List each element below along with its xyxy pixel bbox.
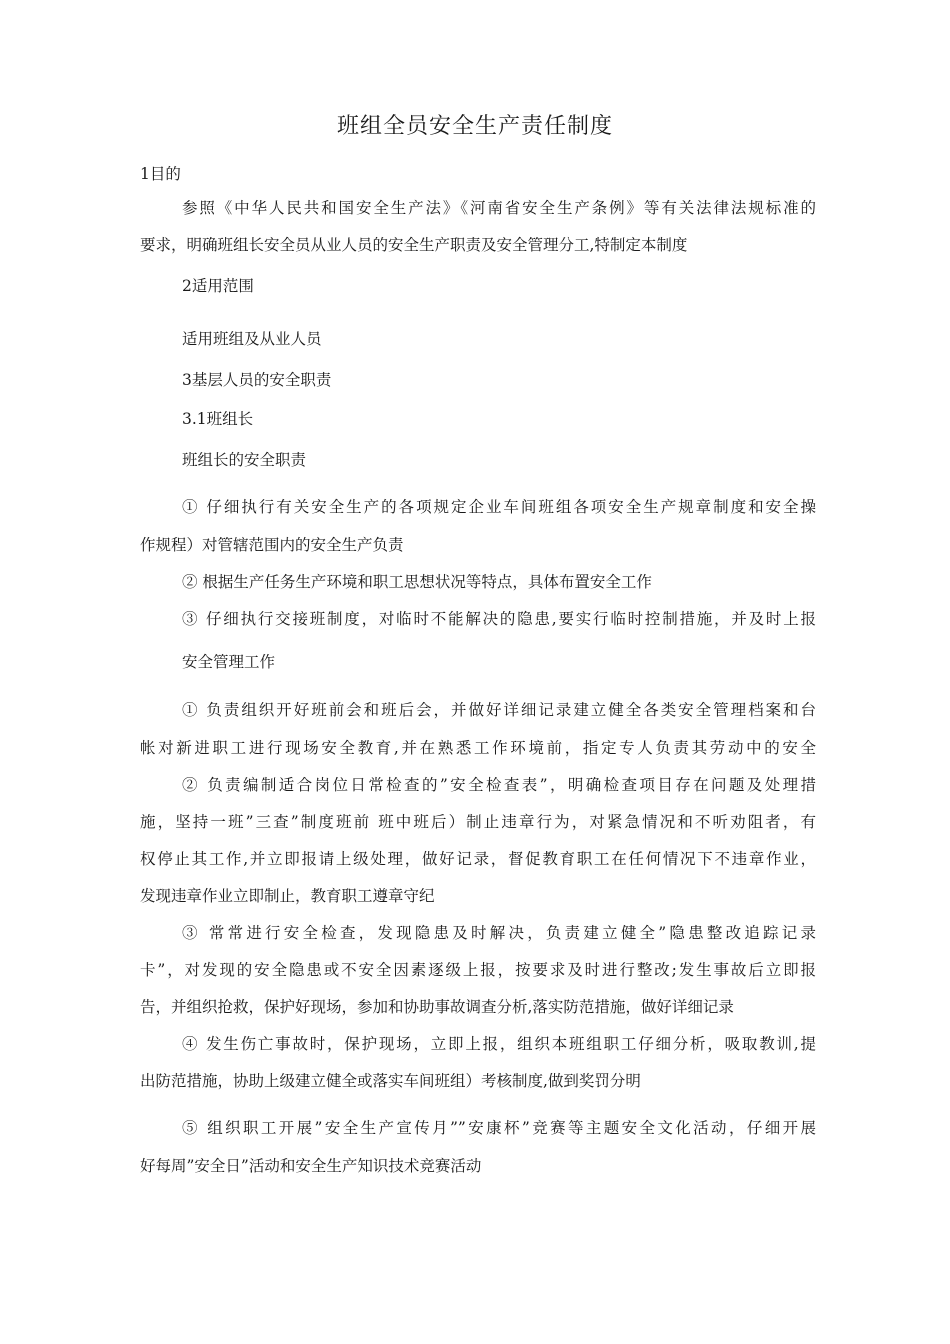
list-item: ② 根据生产任务生产环境和职工思想状况等特点，具体布置安全工作 bbox=[182, 573, 652, 591]
subheading-safety-management: 安全管理工作 bbox=[182, 653, 276, 671]
paragraph-line: 适用班组及从业人员 bbox=[182, 330, 322, 348]
subheading-team-leader-duties: 班组长的安全职责 bbox=[182, 451, 307, 469]
paragraph-line: 告，并组织抢救，保护好现场，参加和协助事故调查分析,落实防范措施，做好详细记录 bbox=[140, 998, 734, 1016]
paragraph-line: 作规程）对管辖范围内的安全生产负责 bbox=[140, 536, 404, 554]
paragraph-line: 权停止其工作,并立即报请上级处理，做好记录，督促教育职工在任何情况下不违章作业， bbox=[140, 850, 816, 868]
subsection-heading-team-leader: 3.1班组长 bbox=[182, 410, 254, 428]
list-item: ③ 常常进行安全检查，发现隐患及时解决，负责建立健全”隐患整改追踪记录 bbox=[182, 924, 816, 942]
paragraph-line: 要求，明确班组长安全员从业人员的安全生产职责及安全管理分工,特制定本制度 bbox=[140, 236, 688, 254]
paragraph-line: 发现违章作业立即制止，教育职工遵章守纪 bbox=[140, 887, 435, 905]
paragraph-line: 帐对新进职工进行现场安全教育,并在熟悉工作环境前，指定专人负责其劳动中的安全 bbox=[140, 739, 816, 757]
list-item: ② 负责编制适合岗位日常检查的”安全检查表”，明确检查项目存在问题及处理措 bbox=[182, 776, 816, 794]
document-title: 班组全员安全生产责任制度 bbox=[336, 114, 613, 139]
list-item: ③ 仔细执行交接班制度，对临时不能解决的隐患,要实行临时控制措施，并及时上报 bbox=[182, 610, 816, 628]
section-heading-scope: 2适用范围 bbox=[182, 277, 254, 295]
section-heading-duties: 3基层人员的安全职责 bbox=[182, 371, 332, 389]
list-item: ① 负责组织开好班前会和班后会，并做好详细记录建立健全各类安全管理档案和台 bbox=[182, 701, 816, 719]
paragraph-line: 好每周”安全日”活动和安全生产知识技术竞赛活动 bbox=[140, 1157, 482, 1175]
list-item: ⑤ 组织职工开展”安全生产宣传月””安康杯”竞赛等主题安全文化活动，仔细开展 bbox=[182, 1119, 816, 1137]
list-item: ① 仔细执行有关安全生产的各项规定企业车间班组各项安全生产规章制度和安全操 bbox=[182, 498, 816, 516]
list-item: ④ 发生伤亡事故时，保护现场，立即上报，组织本班组职工仔细分析，吸取教训,提 bbox=[182, 1035, 816, 1053]
paragraph-line: 卡”，对发现的安全隐患或不安全因素逐级上报，按要求及时进行整改;发生事故后立即报 bbox=[140, 961, 816, 979]
paragraph-line: 参照《中华人民共和国安全生产法》《河南省安全生产条例》等有关法律法规标准的 bbox=[182, 199, 816, 217]
section-heading-purpose: 1目的 bbox=[140, 165, 181, 183]
paragraph-line: 出防范措施，协助上级建立健全或落实车间班组）考核制度,做到奖罚分明 bbox=[140, 1072, 641, 1090]
paragraph-line: 施，坚持一班”三查”制度班前 班中班后）制止违章行为，对紧急情况和不听劝阻者，有 bbox=[140, 813, 816, 831]
